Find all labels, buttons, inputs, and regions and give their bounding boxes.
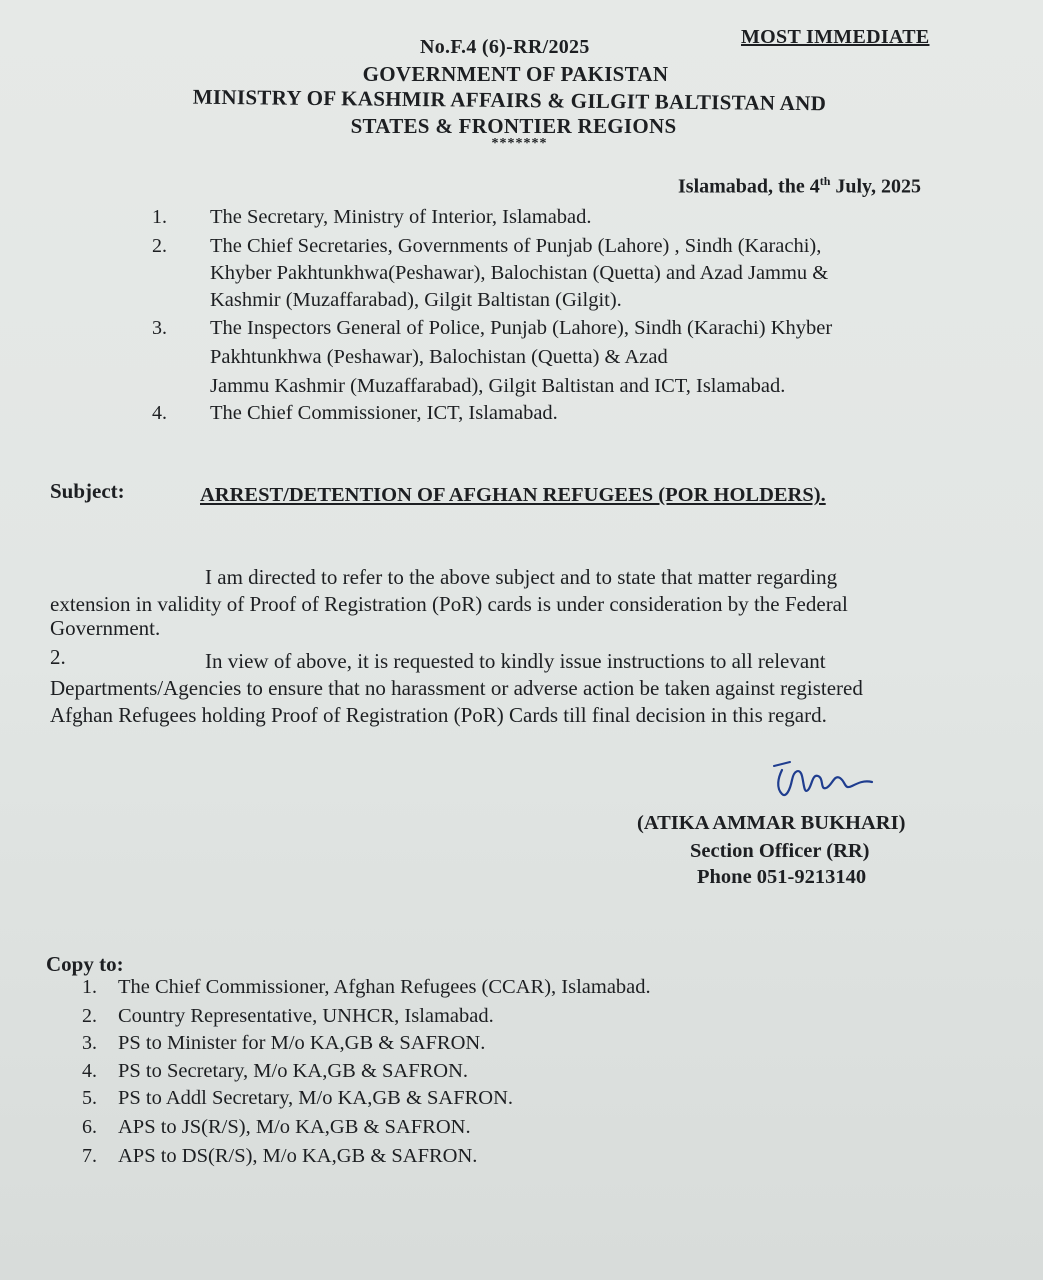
copy-to-item: The Chief Commissioner, Afghan Refugees (CCAR), Islamabad. (118, 976, 651, 998)
addressee-line: Jammu Kashmir (Muzaffarabad), Gilgit Baltistan and ICT, Islamabad. (210, 375, 786, 397)
copy-to-item: PS to Secretary, M/o KA,GB & SAFRON. (118, 1060, 469, 1082)
copy-to-item: Country Representative, UNHCR, Islamabad. (118, 1005, 494, 1027)
body-para2-line: Afghan Refugees holding Proof of Registration (PoR) Cards till final decision in this regard. (50, 703, 827, 727)
handwritten-signature (760, 750, 880, 810)
signatory-name: (ATIKA AMMAR BUKHARI) (637, 812, 906, 834)
signatory-title: Section Officer (RR) (690, 840, 870, 862)
copy-to-item: PS to Addl Secretary, M/o KA,GB & SAFRON. (118, 1087, 514, 1109)
copy-to-item: PS to Minister for M/o KA,GB & SAFRON. (118, 1032, 486, 1054)
addressee-line: The Chief Commissioner, ICT, Islamabad. (210, 402, 558, 424)
letter-date: Islamabad, the 4th July, 2025 (678, 174, 921, 198)
signatory-phone: Phone 051-9213140 (697, 866, 867, 888)
addressee-line: Kashmir (Muzaffarabad), Gilgit Baltistan (Gilgit). (210, 289, 622, 311)
copy-to-number: 5. (82, 1087, 97, 1109)
addressee-line: The Chief Secretaries, Governments of Punjab (Lahore) , Sindh (Karachi), (210, 235, 822, 257)
separator-stars: ******* (491, 136, 548, 151)
addressee-number: 1. (152, 206, 167, 228)
copy-to-item: APS to DS(R/S), M/o KA,GB & SAFRON. (118, 1145, 478, 1167)
copy-to-number: 2. (82, 1005, 97, 1027)
government-heading: GOVERNMENT OF PAKISTAN (362, 62, 669, 86)
ministry-heading-line1: MINISTRY OF KASHMIR AFFAIRS & GILGIT BALTISTAN AND (192, 84, 827, 116)
subject-text: ARREST/DETENTION OF AFGHAN REFUGEES (POR HOLDERS). (200, 484, 826, 506)
body-para2-line: Departments/Agencies to ensure that no harassment or adverse action be taken against registered (50, 676, 863, 700)
addressee-line: The Inspectors General of Police, Punjab (Lahore), Sindh (Karachi) Khyber (210, 317, 833, 339)
copy-to-label: Copy to: (46, 952, 124, 976)
priority-label: MOST IMMEDIATE (741, 26, 930, 48)
addressee-line: Khyber Pakhtunkhwa(Peshawar), Balochistan (Quetta) and Azad Jammu & (210, 262, 829, 284)
body-para1-line: Government. (50, 616, 161, 640)
body-para1-line: extension in validity of Proof of Registration (PoR) cards is under consideration by the Federal (50, 592, 848, 616)
subject-label: Subject: (50, 479, 125, 503)
body-para2-line: In view of above, it is requested to kindly issue instructions to all relevant (205, 649, 826, 673)
copy-to-item: APS to JS(R/S), M/o KA,GB & SAFRON. (118, 1116, 471, 1138)
addressee-number: 3. (152, 317, 167, 339)
copy-to-number: 1. (82, 976, 97, 998)
body-para1-line: I am directed to refer to the above subject and to state that matter regarding (205, 565, 838, 589)
addressee-line: The Secretary, Ministry of Interior, Islamabad. (210, 206, 592, 228)
copy-to-number: 4. (82, 1060, 97, 1082)
ministry-heading-line2: STATES & FRONTIER REGIONS (350, 114, 677, 138)
copy-to-number: 6. (82, 1116, 97, 1138)
copy-to-number: 3. (82, 1032, 97, 1054)
file-number: No.F.4 (6)-RR/2025 (420, 36, 590, 58)
body-para2-number: 2. (50, 645, 66, 669)
copy-to-number: 7. (82, 1145, 97, 1167)
addressee-line: Pakhtunkhwa (Peshawar), Balochistan (Quetta) & Azad (210, 346, 668, 368)
addressee-number: 4. (152, 402, 167, 424)
addressee-number: 2. (152, 235, 167, 257)
